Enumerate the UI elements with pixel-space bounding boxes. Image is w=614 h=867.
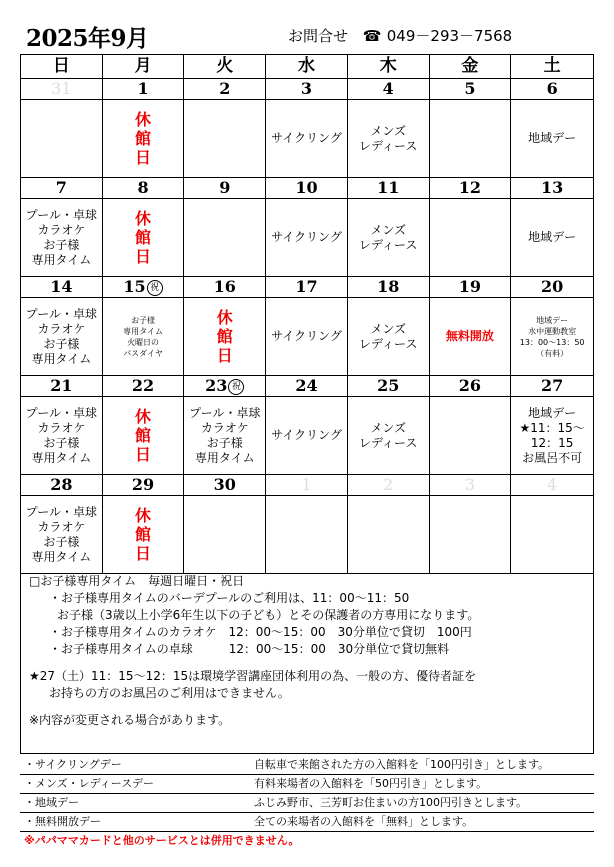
note-line: ※内容が変更される場合があります。 [29,713,231,727]
phone-icon: ☎ [362,27,382,45]
date-cell: 1 [103,79,185,99]
week-2 [21,178,593,277]
date-cell: 25 [348,376,430,396]
week-5 [21,475,593,573]
phone-number: 049－293－7568 [386,27,513,45]
closed-day: 休 館 日 [184,298,266,375]
weekday-mon: 月 [103,55,185,78]
date-cell: 11 [348,178,430,198]
date-cell: 2 [348,475,430,495]
service-row: ・無料開放デー 全ての来場者の入館料を「無料」とします。 [20,813,594,832]
date-cell: 3 [266,79,348,99]
weekday-wed: 水 [266,55,348,78]
note-line: ・お子様専用タイムのバーデプールのご利用は、11：00～11：50 [49,591,410,605]
day-content: サイクリング [266,199,348,276]
day-content [21,100,103,177]
date-cell: 22 [103,376,185,396]
day-content: プール・卓球 カラオケ お子様 専用タイム [21,298,103,375]
day-content: プール・卓球 カラオケ お子様 専用タイム [21,496,103,573]
day-content: サイクリング [266,100,348,177]
week-1 [21,79,593,178]
note-line: □お子様専用タイム 毎週日曜日・祝日 [29,574,245,588]
date-cell: 14 [21,277,103,297]
date-cell: 21 [21,376,103,396]
day-content: お子様 専用タイム 火曜日の パスダイヤ [103,298,185,375]
date-cell: 23 祝 [184,376,266,396]
note-line: ・お子様専用タイムの卓球 12：00～15：00 30分単位で貸切無料 [49,642,450,656]
date-cell: 20 [541,277,564,296]
service-row: ・メンズ・レディースデー 有料来場者の入館料を「50円引き」とします。 [20,775,594,794]
date-cell: 29 [103,475,185,495]
date-cell: 2 [184,79,266,99]
day-content [184,496,266,573]
date-cell: 18 [348,277,430,297]
date-cell: 9 [184,178,266,198]
free-open-day: 無料開放 [430,298,512,375]
holiday-mark: 祝 [147,280,163,296]
notes-box [20,569,594,754]
date-cell: 3 [430,475,512,495]
date-cell: 13 [541,178,564,197]
day-content: メンズ レディース [348,100,430,177]
day-content [511,496,593,573]
date-cell: 27 [541,376,564,395]
date-cell: 15 祝 [103,277,185,297]
date-cell: 10 [266,178,348,198]
day-content [184,100,266,177]
day-content [430,496,512,573]
day-content: メンズ レディース [348,397,430,474]
note-line: お子様（3歳以上小学6年生以下の子ども）とその保護者の方専用になります。 [57,608,480,622]
day-content: プール・卓球 カラオケ お子様 専用タイム [21,397,103,474]
weekday-tue: 火 [184,55,266,78]
date-cell: 8 [103,178,185,198]
weekday-sun: 日 [21,55,103,78]
note-line: ・お子様専用タイムのカラオケ 12：00～15：00 30分単位で貸切 100円 [49,625,472,639]
week-4 [21,376,593,475]
date-cell: 4 [348,79,430,99]
day-content [184,199,266,276]
note-line: ★27（土）11：15～12：15は環境学習講座団体利用の為、一般の方、優待者証を [29,669,477,683]
closed-day: 休 館 日 [103,199,185,276]
weekday-thu: 木 [348,55,430,78]
date-cell: 28 [21,475,103,495]
contact-info [288,25,512,46]
holiday-mark: 祝 [228,379,244,395]
day-content [348,496,430,573]
page-title: 2025年9月 [26,25,149,52]
calendar [20,54,594,574]
closed-day: 休 館 日 [103,397,185,474]
date-cell: 5 [430,79,512,99]
day-content [430,397,512,474]
closed-day: 休 館 日 [103,100,185,177]
day-content: メンズ レディース [348,298,430,375]
day-content [430,199,512,276]
warning-text: ※パパママカードと他のサービスとは併用できません。 [24,834,300,847]
date-cell: 16 [184,277,266,297]
week-3 [21,277,593,376]
day-content: サイクリング [266,397,348,474]
date-cell: 24 [266,376,348,396]
service-row: ・サイクリングデー 自転車で来館された方の入館料を「100円引き」とします。 [20,756,594,775]
service-row: ・地域デー ふじみ野市、三芳町お住まいの方100円引きとします。 [20,794,594,813]
date-cell: 30 [184,475,266,495]
date-cell: 7 [21,178,103,198]
date-cell: 1 [266,475,348,495]
day-content: 地域デー ★11：15～ 12：15 お風呂不可 [519,405,585,465]
closed-day: 休 館 日 [103,496,185,573]
day-content: サイクリング [266,298,348,375]
day-content [266,496,348,573]
date-cell: 17 [266,277,348,297]
day-content: 地域デー 水中運動教室 13：00～13：50 （有料） [519,315,585,358]
day-content: 地域デー [528,131,577,145]
service-list [20,756,594,850]
day-content: プール・卓球 カラオケ お子様 専用タイム [21,199,103,276]
day-content: 地域デー [528,230,577,244]
weekday-fri: 金 [430,55,512,78]
note-line: お持ちの方のお風呂のご利用はできません。 [49,686,290,700]
day-content: メンズ レディース [348,199,430,276]
day-content: プール・卓球 カラオケ お子様 専用タイム [184,397,266,474]
date-cell: 12 [430,178,512,198]
date-cell: 19 [430,277,512,297]
date-cell: 6 [546,79,558,98]
weekday-header [21,55,593,79]
date-cell: 31 [21,79,103,99]
contact-label: お問合せ [288,27,349,45]
weekday-sat: 土 [543,56,561,76]
date-cell: 4 [547,475,558,494]
day-content [430,100,512,177]
date-cell: 26 [430,376,512,396]
